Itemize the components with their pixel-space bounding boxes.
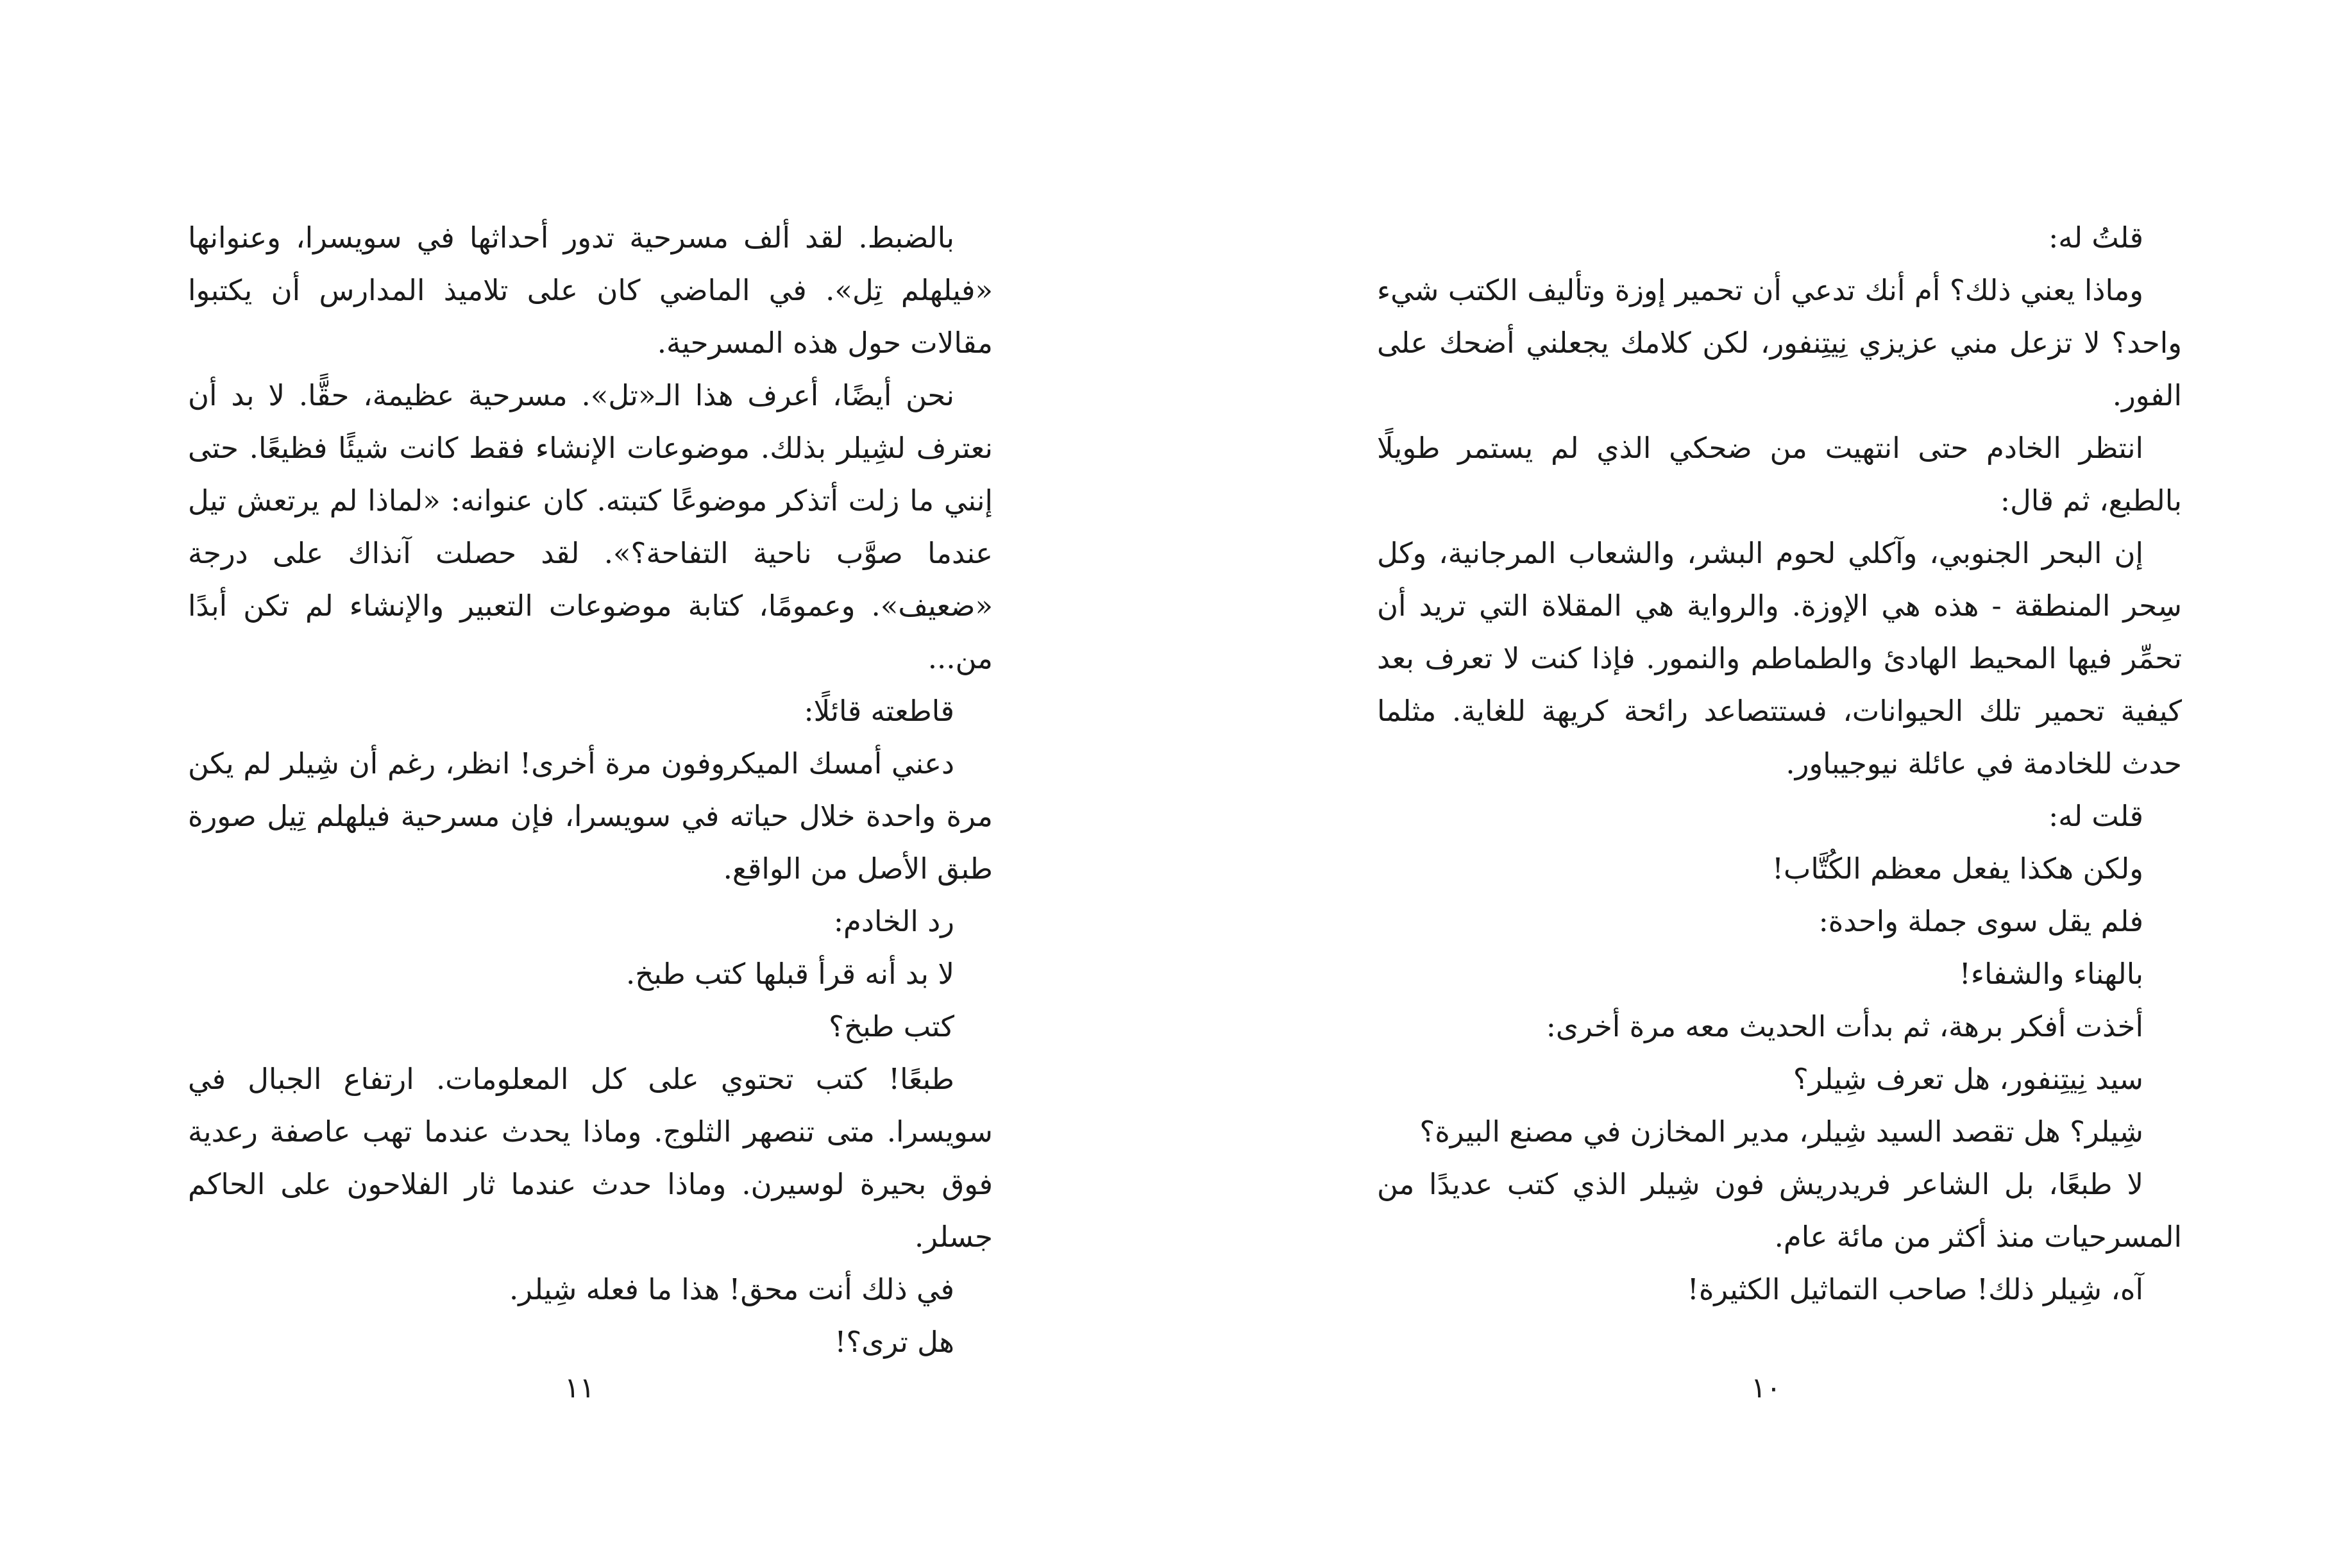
paragraph: بالضبط. لقد ألف مسرحية تدور أحداثها في سويسرا، وعنوانها «فيلهلم تِل». في الماضي كان على تلاميذ المدارس أن يكتبوا مقالات حول هذه المسرحية. xyxy=(188,221,993,360)
paragraph: شِيلر؟ هل تقصد السيد شِيلر، مدير المخازن في مصنع البيرة؟ xyxy=(1419,1115,2143,1149)
page-number-left: ١١ xyxy=(564,1372,595,1404)
page-number-right: ١٠ xyxy=(1751,1372,1782,1404)
paragraph: قلت له: xyxy=(2048,799,2143,833)
paragraph: أخذت أفكر برهة، ثم بدأت الحديث معه مرة أخرى: xyxy=(1546,1009,2143,1043)
paragraph: بالهناء والشفاء! xyxy=(1959,957,2143,991)
paragraph: نحن أيضًا، أعرف هذا الـ«تل». مسرحية عظيمة، حقًّا. لا بد أن نعترف لشِيلر بذلك. موضوعات الإنشاء فقط كانت شيئًا فظيعًا. حتى إنني ما زلت أتذكر موضوعًا كتبته. كان عنوانه: «لماذا لم يرتعش تيل عندما صوَّب ناحية التفاحة؟». لقد حصلت آنذاك على درجة «ضعيف». وعمومًا، كتابة موضوعات التعبير والإنشاء لم تكن أبدًا من... xyxy=(188,378,993,675)
paragraph: كتب طبخ؟ xyxy=(829,1009,954,1043)
paragraph: آه، شِيلر ذلك! صاحب التماثيل الكثيرة! xyxy=(1687,1272,2143,1306)
paragraph: إن البحر الجنوبي، وآكلي لحوم البشر، والشعاب المرجانية، وكل سِحر المنطقة - هذه هي الإوزة. والرواية هي المقلاة التي تريد أن تحمِّر فيها المحيط الهادئ والطماطم والنمور. فإذا كنت لا تعرف بعد كيفية تحمير تلك الحيوانات، فستتصاعد رائحة كريهة للغاية. مثلما حدث للخادمة في عائلة نيوجيباور. xyxy=(1377,536,2182,780)
paragraph: قاطعته قائلًا: xyxy=(804,694,954,728)
left-page-text xyxy=(188,212,993,1369)
paragraph: وماذا يعني ذلك؟ أم أنك تدعي أن تحمير إوزة وتأليف الكتب شيء واحد؟ لا تزعل مني عزيزي نِيتِنفور، لكن كلامك يجعلني أضحك على الفور. xyxy=(1377,273,2182,412)
right-page-text xyxy=(1377,212,2182,1316)
paragraph: قلتُ له: xyxy=(2048,221,2143,255)
paragraph: دعني أمسك الميكروفون مرة أخرى! انظر، رغم أن شِيلر لم يكن مرة واحدة خلال حياته في سويسرا، فإن مسرحية فيلهلم تِيل صورة طبق الأصل من الواقع. xyxy=(188,746,993,886)
paragraph: فلم يقل سوى جملة واحدة: xyxy=(1818,904,2143,938)
paragraph: لا طبعًا، بل الشاعر فريدريش فون شِيلر الذي كتب عديدًا من المسرحيات منذ أكثر من مائة عام. xyxy=(1377,1167,2182,1254)
paragraph: طبعًا! كتب تحتوي على كل المعلومات. ارتفاع الجبال في سويسرا. متى تنصهر الثلوج. وماذا يحدث عندما تهب عاصفة رعدية فوق بحيرة لوسيرن. وماذا حدث عندما ثار الفلاحون على الحاكم جسلر. xyxy=(188,1062,993,1254)
paragraph: في ذلك أنت محق! هذا ما فعله شِيلر. xyxy=(509,1272,954,1306)
paragraph: انتظر الخادم حتى انتهيت من ضحكي الذي لم يستمر طويلًا بالطبع، ثم قال: xyxy=(1377,431,2182,518)
paragraph: هل ترى؟! xyxy=(834,1325,954,1359)
paragraph: لا بد أنه قرأ قبلها كتب طبخ. xyxy=(625,957,954,991)
paragraph: سيد نِيتِنفور، هل تعرف شِيلر؟ xyxy=(1793,1062,2143,1096)
paragraph: ولكن هكذا يفعل معظم الكُتَّاب! xyxy=(1771,852,2143,886)
paragraph: رد الخادم: xyxy=(833,904,954,938)
